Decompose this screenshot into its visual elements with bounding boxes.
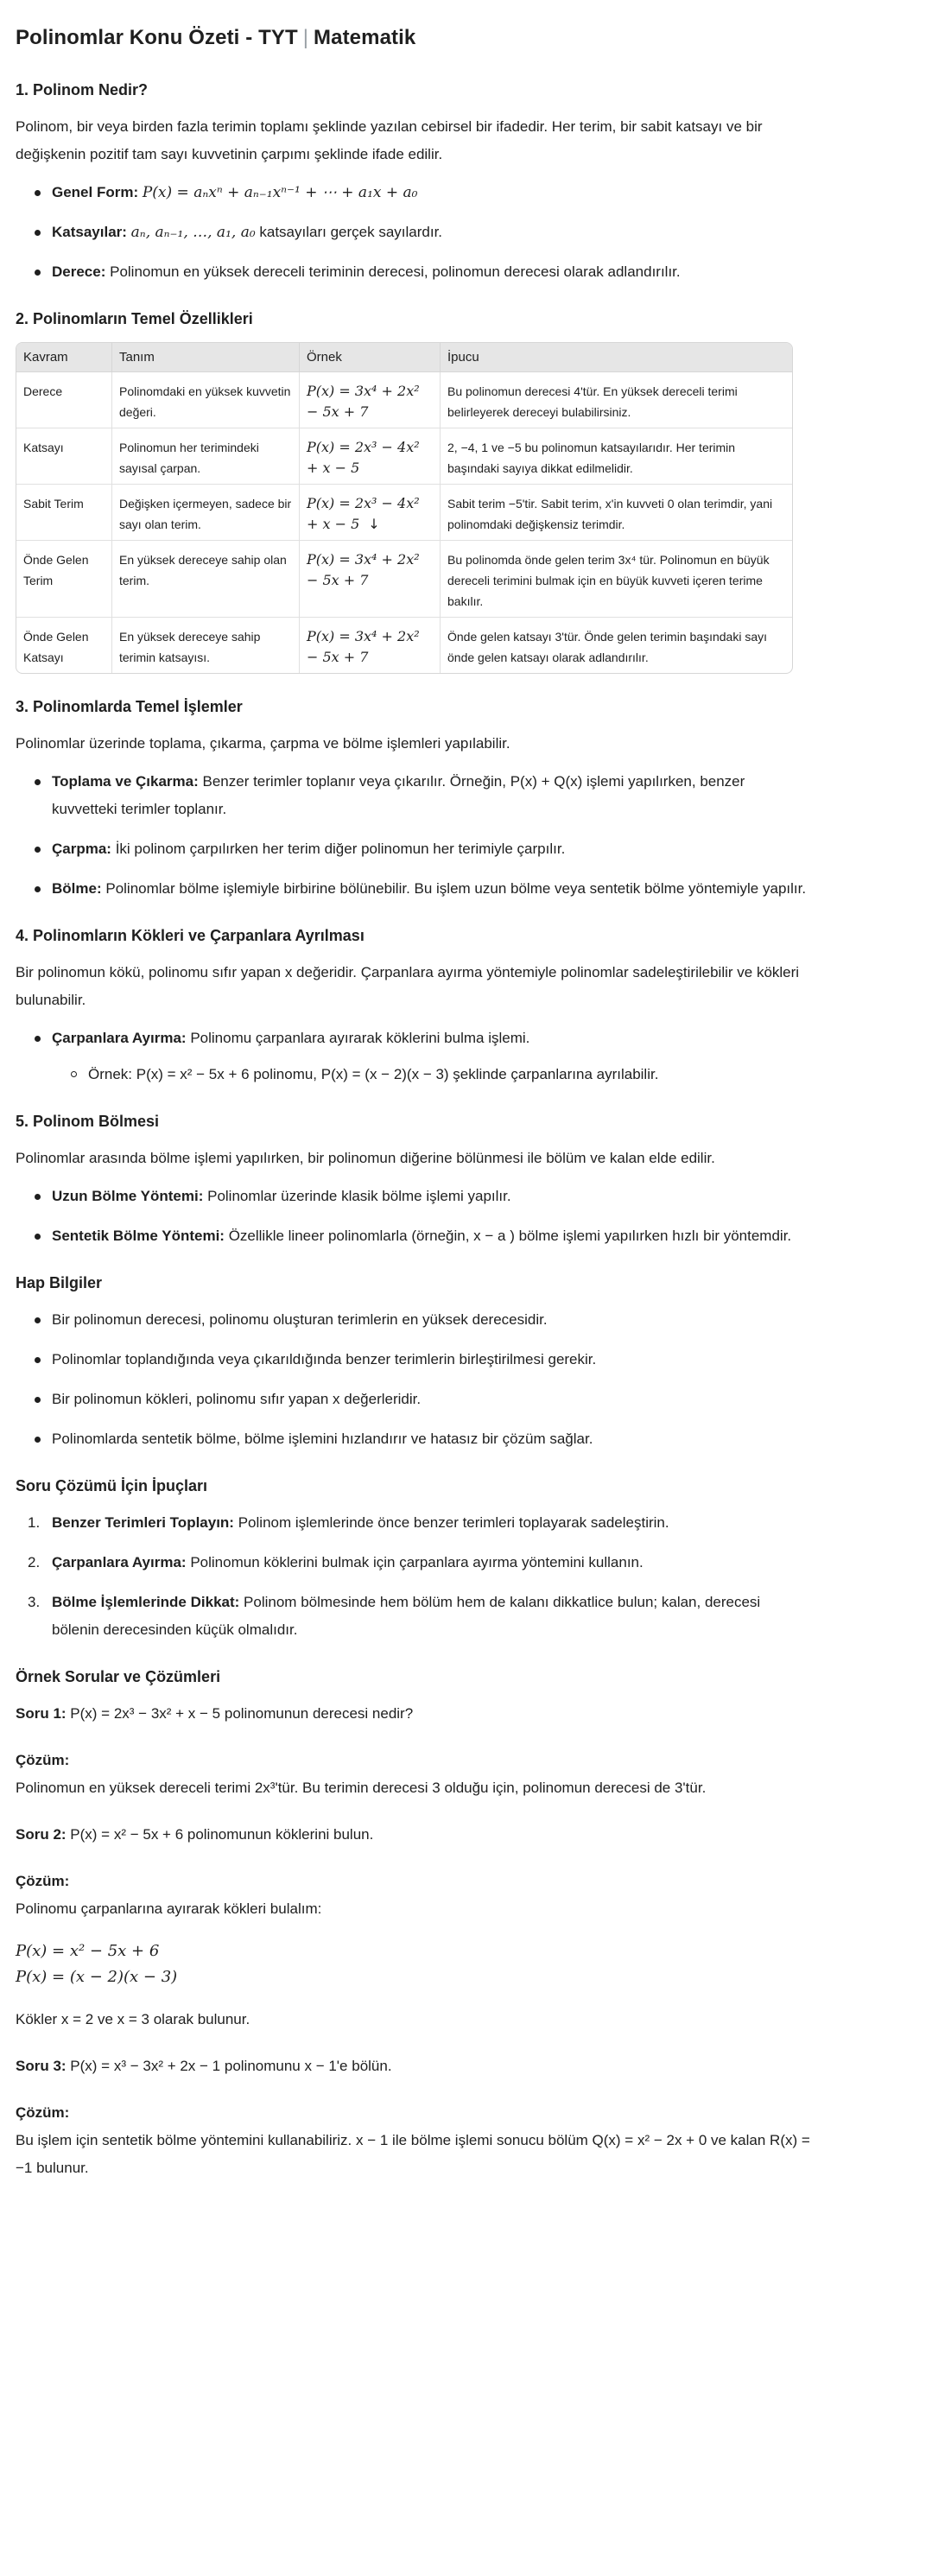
table-cell: Bu polinomun derecesi 4'tür. En yüksek dereceli terimi belirleyerek dereceyi bulabilirsiniz.: [441, 372, 792, 428]
properties-table: [16, 342, 793, 674]
question-2: Soru 2: P(x) = x² − 5x + 6 polinomunun köklerini bulun.: [16, 1826, 374, 1843]
examples-heading: Örnek Sorular ve Çözümleri: [16, 1668, 221, 1685]
table-cell: Önde gelen katsayı 3'tür. Önde gelen terimin başındaki sayı önde gelen katsayı olarak adlandırılır.: [447, 630, 768, 664]
table-row: [16, 372, 792, 428]
table-cell: Polinomdaki en yüksek kuvvetin değeri.: [112, 372, 300, 428]
section-4-heading: 4. Polinomların Kökleri ve Çarpanlara Ayrılması: [16, 927, 365, 944]
title-main: Polinomlar Konu Özeti - TYT: [16, 26, 298, 49]
title-separator: |: [302, 26, 309, 49]
list-item: Polinomlarda sentetik bölme, bölme işlemini hızlandırır ve hatasız bir çözüm sağlar.: [16, 1425, 810, 1453]
solution-1: Polinomun en yüksek dereceli terimi 2x³'tür. Bu terimin derecesi 3 olduğu için, polinomun derecesi de 3'tür.: [16, 1780, 707, 1796]
section-5-intro: Polinomlar arasında bölme işlemi yapılırken, bir polinomun diğerine bölünmesi ile bölüm ve kalan elde edilir.: [16, 1150, 715, 1166]
list-item: 3. Bölme İşlemlerinde Dikkat: Polinom bölmesinde hem bölüm hem de kalanı dikkatlice bulun; kalan, derecesi bölenin derecesinden küçük olmalıdır.: [28, 1594, 761, 1638]
table-cell: Değişken içermeyen, sadece bir sayı olan terim.: [112, 485, 300, 541]
table-cell: P(x) = 2x³ − 4x² + x − 5: [300, 428, 441, 485]
section-3-heading: 3. Polinomlarda Temel İşlemler: [16, 698, 243, 715]
solution-3: Bu işlem için sentetik bölme yöntemini kullanabiliriz. x − 1 ile bölme işlemi sonucu bölüm Q(x) = x² − 2x + 0 ve kalan R(x) = −1 bulunur.: [16, 2132, 810, 2176]
question-1: Soru 1: P(x) = 2x³ − 3x² + x − 5 polinomunun derecesi nedir?: [16, 1705, 414, 1722]
section-3-list: [16, 768, 810, 903]
question-3: Soru 3: P(x) = x³ − 3x² + 2x − 1 polinomunu x − 1'e bölün.: [16, 2058, 392, 2074]
list-item: Toplama ve Çıkarma: Benzer terimler toplanır veya çıkarılır. Örneğin, P(x) + Q(x) işlemi yapılırken, benzer kuvvetteki terimler toplanır.: [16, 768, 810, 823]
tips-heading: Soru Çözümü İçin İpuçları: [16, 1477, 208, 1494]
table-cell: P(x) = 2x³ − 4x² + x − 5 ↓: [300, 485, 441, 541]
solution-2-intro: Polinomu çarpanlarına ayırarak kökleri bulalım:: [16, 1900, 322, 1917]
column-header: Tanım: [112, 343, 300, 372]
table-cell: 2, −4, 1 ve −5 bu polinomun katsayılarıdır. Her terimin başındaki sayıya dikkat edilmelidir.: [441, 428, 792, 485]
table-cell: Önde Gelen Katsayı: [16, 618, 112, 673]
hap-bilgiler-list: [16, 1306, 810, 1453]
table-row: [16, 618, 792, 673]
column-header: İpucu: [441, 343, 792, 372]
section-5-list: [16, 1183, 810, 1250]
section-1-heading: 1. Polinom Nedir?: [16, 81, 149, 98]
hap-bilgiler-heading: Hap Bilgiler: [16, 1274, 103, 1291]
table-cell: Bu polinomda önde gelen terim 3x⁴ tür. Polinomun en büyük dereceli terimini bulmak için en büyük kuvveti içeren terime bakılır.: [441, 541, 792, 618]
solution-1-label: Çözüm:: [16, 1752, 70, 1768]
section-4-list: [16, 1025, 810, 1088]
section-5-heading: 5. Polinom Bölmesi: [16, 1113, 160, 1130]
table-cell: En yüksek dereceye sahip terimin katsayısı.: [112, 618, 300, 673]
equation: P(x) = x² − 5x + 6: [16, 1942, 160, 1960]
coefficients-formula: aₙ, aₙ₋₁, …, a₁, a₀: [130, 224, 256, 241]
list-item: Uzun Bölme Yöntemi: Polinomlar üzerinde klasik bölme işlemi yapılır.: [16, 1183, 810, 1210]
list-item: Polinomlar toplandığında veya çıkarıldığında benzer terimlerin birleştirilmesi gerekir.: [16, 1346, 810, 1374]
list-item: Bir polinomun kökleri, polinomu sıfır yapan x değerleridir.: [16, 1386, 810, 1413]
page-title: [16, 26, 810, 50]
table-cell: Sabit terim −5'tir. Sabit terim, x'in kuvveti 0 olan terimdir, yani polinomdaki değişkensiz terimdir.: [441, 485, 792, 541]
sub-list-item: Örnek: P(x) = x² − 5x + 6 polinomu, P(x) = (x − 2)(x − 3) şeklinde çarpanlarına ayrılabilir.: [52, 1061, 810, 1088]
table-cell: Önde Gelen Terim: [16, 541, 112, 618]
table-cell: Polinomun her terimindeki sayısal çarpan.: [112, 428, 300, 485]
title-subject: Matematik: [314, 26, 416, 49]
sub-list: [52, 1061, 810, 1088]
solution-2-label: Çözüm:: [16, 1873, 70, 1889]
list-item: Katsayılar: aₙ, aₙ₋₁, …, a₁, a₀ katsayıları gerçek sayılardır.: [16, 219, 810, 246]
equation: P(x) = (x − 2)(x − 3): [16, 1968, 178, 1986]
list-item: 1. Benzer Terimleri Toplayın: Polinom işlemlerinde önce benzer terimleri toplayarak sadeleştirin.: [28, 1514, 669, 1531]
table-row: [16, 428, 792, 485]
list-item: Çarpma: İki polinom çarpılırken her terim diğer polinomun her terimiyle çarpılır.: [16, 835, 810, 863]
column-header: Kavram: [16, 343, 112, 372]
solution-3-label: Çözüm:: [16, 2104, 70, 2121]
table-row: [16, 485, 792, 541]
table-cell: Sabit Terim: [16, 485, 112, 541]
list-item: Sentetik Bölme Yöntemi: Özellikle lineer polinomlarla (örneğin, x − a ) bölme işlemi yapılırken hızlı bir yöntemdir.: [16, 1222, 810, 1250]
tips-list: [16, 1509, 810, 1644]
section-2-heading: 2. Polinomların Temel Özellikleri: [16, 310, 253, 327]
section-1-list: [16, 179, 810, 286]
section-3-intro: Polinomlar üzerinde toplama, çıkarma, çarpma ve bölme işlemleri yapılabilir.: [16, 735, 510, 752]
table-cell: En yüksek dereceye sahip olan terim.: [112, 541, 300, 618]
list-item: Çarpanlara Ayırma: Polinomu çarpanlara ayırarak köklerini bulma işlemi. Örnek: P(x) = x² − 5x + 6 polinomu, P(x) = (x − 2)(x − 3) şeklinde çarpanlarına ayrılabilir.: [16, 1025, 810, 1088]
arrow-down-icon: ↓: [368, 516, 380, 532]
table-cell: P(x) = 3x⁴ + 2x² − 5x + 7: [300, 372, 441, 428]
solution-2-result: Kökler x = 2 ve x = 3 olarak bulunur.: [16, 2011, 250, 2027]
list-item: Derece: Polinomun en yüksek dereceli teriminin derecesi, polinomun derecesi olarak adlandırılır.: [16, 258, 810, 286]
list-item: Genel Form: P(x) = aₙxⁿ + aₙ₋₁xⁿ⁻¹ + ⋯ + a₁x + a₀: [16, 179, 810, 206]
list-item: Bölme: Polinomlar bölme işlemiyle birbirine bölünebilir. Bu işlem uzun bölme veya sentetik bölme yöntemiyle yapılır.: [16, 875, 810, 903]
list-item: 2. Çarpanlara Ayırma: Polinomun köklerini bulmak için çarpanlara ayırma yöntemini kullanın.: [28, 1554, 644, 1570]
section-1-intro: Polinom, bir veya birden fazla terimin toplamı şeklinde yazılan cebirsel bir ifadedir. Her terim, bir sabit katsayı ve bir değişkenin pozitif tam sayı kuvvetinin çarpımı şeklinde ifade edilir.: [16, 118, 763, 162]
table-cell: Katsayı: [16, 428, 112, 485]
column-header: Örnek: [300, 343, 441, 372]
section-4-intro: Bir polinomun kökü, polinomu sıfır yapan x değeridir. Çarpanlara ayırma yöntemiyle polinomlar sadeleştirilebilir ve kökleri bulunabilir.: [16, 964, 800, 1008]
general-form-formula: P(x) = aₙxⁿ + aₙ₋₁xⁿ⁻¹ + ⋯ + a₁x + a₀: [142, 184, 418, 201]
list-item: Bir polinomun derecesi, polinomu oluşturan terimlerin en yüksek derecesidir.: [16, 1306, 810, 1334]
table-row: [16, 541, 792, 618]
table-cell: P(x) = 3x⁴ + 2x² − 5x + 7: [300, 541, 441, 618]
table-cell: P(x) = 3x⁴ + 2x² − 5x + 7: [300, 618, 441, 673]
table-cell: Derece: [16, 372, 112, 428]
